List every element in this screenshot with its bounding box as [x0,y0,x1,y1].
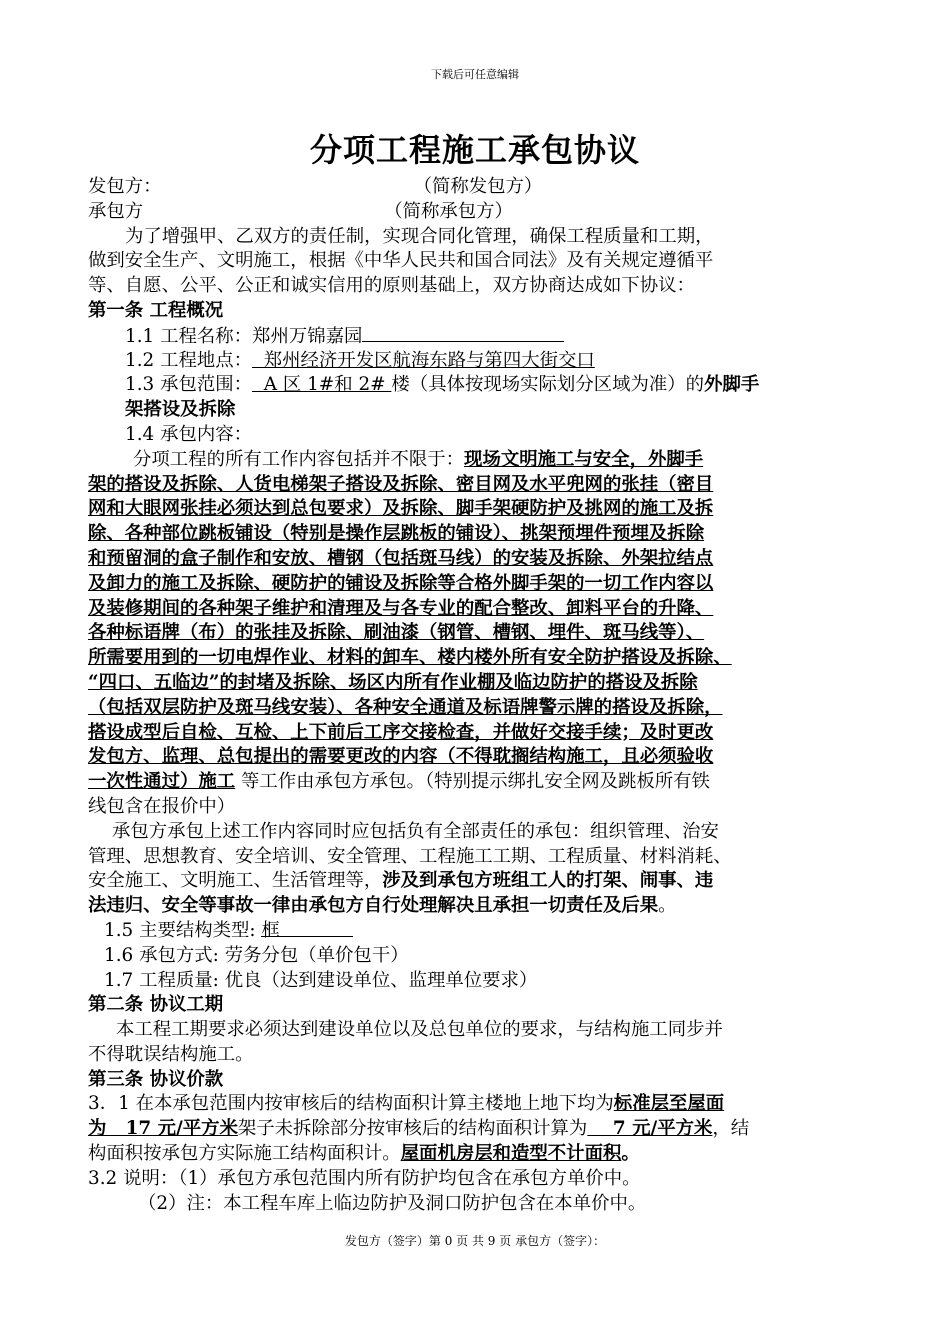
price-text-a: 3．1 在本承包范围内按审核后的结构面积计算主楼地上地下均为 [88,1093,614,1115]
content-line-15: 线包含在报价中） [88,795,236,817]
employer-line [88,175,864,200]
structure-blank [261,919,353,941]
project-location-label: 1.2 工程地点： [125,349,253,371]
content-line-10: “四口、五临边”的封堵及拆除、场区内所有作业棚及临边防护的搭设及拆除 [88,671,698,693]
resp-bold-2: 法违归、安全等事故一律由承包方自行处理解决且承担一切责任及后果 [88,895,659,917]
intro-line-3: 等、自愿、公平、公正和诚实信用的原则基础上，双方协商达成如下协议： [88,275,695,297]
mode-line: 1.6 承包方式: 劳务分包（单价包干） [104,944,409,966]
price-exclusion: 屋面机房层和造型不计面积 [400,1143,622,1165]
article2-line-1: 本工程工期要求必须达到建设单位以及总包单位的要求，与结构施工同步并 [116,1019,723,1041]
page-footer: 发包方（签字）第 0 页 共 9 页 承包方（签字）： [344,1234,606,1248]
project-location-value: 郑州经济开发区航海东路与第四大街交口 [252,349,595,371]
contractor-line [88,200,864,225]
structure-line [88,919,864,944]
content-line-7: 及装修期间的各种架子维护和清理及与各专业的配合整改、卸料平台的升降、 [88,597,714,619]
content-line-8: 各种标语牌（布）的张挂及拆除、刷油漆（钢管、槽钢、埋件、斑马线等）、 [88,622,705,644]
article1-heading: 第一条 工程概况 [88,299,224,321]
content-lead: 分项工程的所有工作内容包括并不限于： [133,448,465,470]
contractor-alias: （简称承包方） [384,200,513,222]
resp-line-2: 管理、思想教育、安全培训、安全管理、工程施工工期、工程质量、材料消耗、 [88,845,732,867]
structure-value: 框 [261,919,280,941]
content-line-9: 所需要用到的一切电焊作业、材料的卸车、楼内楼外所有安全防护搭设及拆除、 [88,647,732,669]
article2-heading: 第二条 协议工期 [88,994,224,1016]
price-text-d: 架子未拆除部分按审核后的结构面积计算为 [237,1118,588,1140]
project-name-value: 郑州万锦嘉园 [252,325,363,347]
resp-text-3: 安全施工、文明施工、生活管理等， [88,870,383,892]
content-tail: 等工作由承包方承包。（特别提示绑扎安全网及跳板所有铁 [235,771,710,793]
project-name-line [88,324,864,349]
content-line-2: 架的搭设及拆除、人货电梯架子搭设及拆除、密目网及水平兜网的张挂（密目 [88,473,714,495]
content-label: 1.4 承包内容： [125,423,253,445]
structure-label: 1.5 主要结构类型: [104,919,262,941]
article3-heading: 第三条 协议价款 [88,1068,224,1090]
document-title: 分项工程施工承包协议 [309,131,640,169]
content-underlined-1: 现场文明施工与安全，外脚手 [464,448,704,470]
content-line-3: 网和大眼网张挂必须达到总包要求）及拆除、脚手架硬防护及挑网的施工及拆 [88,498,714,520]
scope-value: A 区 1#和 2# [252,374,392,396]
resp-end: 。 [658,895,677,917]
content-line-13: 发包方、监理、总包提出的需要更改的内容（不得耽搁结构施工，且必须验收 [88,746,714,768]
intro-line-2: 做到安全生产、文明施工，根据《中华人民共和国合同法》及有关规定遵循平 [88,250,714,272]
project-location-line [88,349,864,374]
price-main-rate: 为 17 元/平方米 [88,1118,238,1140]
price-text-f: ，结 [712,1118,750,1140]
article3-line-3 [88,1142,864,1167]
scope-line-2: 架搭设及拆除 [125,399,236,421]
content-line-6: 及卸力的施工及拆除、硬防护的铺设及拆除等合格外脚手架的一切工作内容以 [88,572,714,594]
employer-alias: （简称发包方） [413,176,543,197]
resp-line-4 [88,894,864,919]
scope-text: 楼（具体按现场实际划分区域为准）的 [391,374,705,396]
content-line-4: 除、各种部位跳板铺设（特别是操作层跳板的铺设）、挑架预埋件预埋及拆除 [88,523,705,545]
content-line-11: （包括双层防护及斑马线安装）、各种安全通道及标语牌警示牌的搭设及拆除， [88,696,723,718]
scope-bold-1: 外脚手 [704,374,760,396]
price-text-g: 构面积按承包方实际施工结构面积计。 [88,1143,401,1165]
content-line-12: 搭设成型后自检、互检、上下前后工序交接检查，并做好交接手续；及时更改 [88,721,714,743]
resp-line-3 [88,869,864,894]
content-line-5: 和预留洞的盒子制作和安放、槽钢（包括斑马线）的安装及拆除、外架拉结点 [88,547,714,569]
content-line-1 [88,448,864,473]
article2-line-2: 不得耽误结构施工。 [88,1043,254,1065]
scope-line [88,373,864,398]
project-name-blank [362,324,564,342]
article3-line-2 [88,1117,864,1142]
employer-label: 发包方： [88,176,162,197]
article3-note-2: （2）注：本工程车库上临边防护及洞口防护包含在本单价中。 [138,1192,647,1214]
price-secondary-rate: 7 元/平方米 [587,1118,713,1140]
scope-label: 1.3 承包范围： [125,374,253,396]
intro-line-1: 为了增强甲、乙双方的责任制，实现合同化管理，确保工程质量和工期， [125,225,714,247]
project-name-label: 1.1 工程名称： [125,325,253,347]
document-body [88,175,864,1216]
resp-line-1: 承包方承包上述工作内容同时应包括负有全部责任的承包：组织管理、治安 [112,820,719,842]
price-text-i: 。 [621,1143,640,1165]
article3-note-1: 3.2 说明：（1）承包方承包范围内所有防护均包含在承包方单价中。 [88,1167,641,1189]
contractor-label: 承包方 [88,200,144,222]
price-standard-floor: 标准层至屋面 [613,1093,725,1115]
article3-line-1 [88,1092,864,1117]
header-note: 下载后可任意编辑 [431,68,519,81]
quality-line: 1.7 工程质量: 优良（达到建设单位、监理单位要求） [104,969,538,991]
content-line-14 [88,770,864,795]
resp-bold-1: 涉及到承包方班组工人的打架、闹事、违 [382,870,714,892]
content-underlined-14: 一次性通过）施工 [88,771,236,793]
